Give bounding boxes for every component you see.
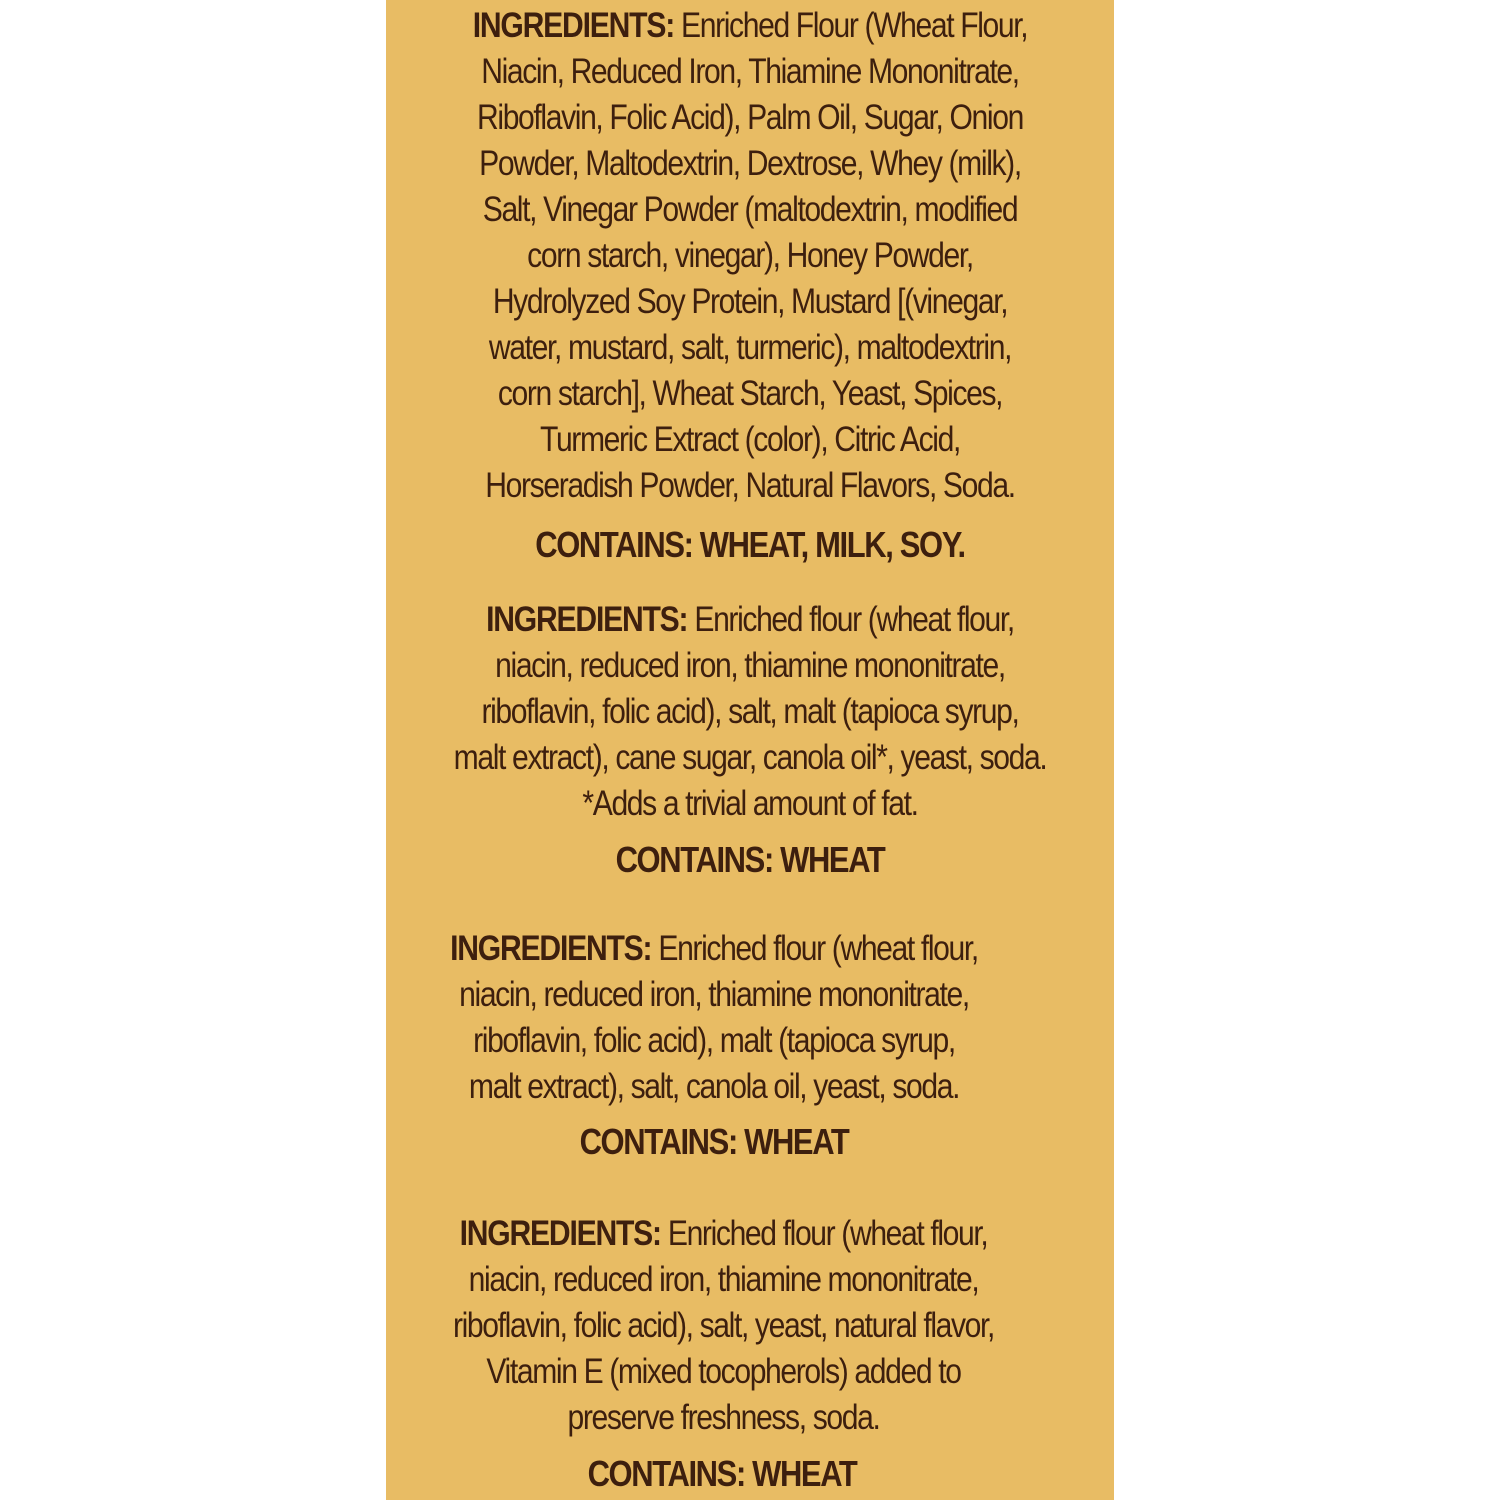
ingredients-text: Enriched Flour (Wheat Flour, xyxy=(681,6,1028,45)
ingredients-line: niacin, reduced iron, thiamine mononitrate, xyxy=(468,1260,979,1299)
ingredients-line: Salt, Vinegar Powder (maltodextrin, modified xyxy=(482,190,1018,229)
ingredients-line: corn starch, vinegar), Honey Powder, xyxy=(527,236,973,275)
ingredients-line: malt extract), cane sugar, canola oil*, yeast, soda. xyxy=(453,738,1047,777)
ingredients-block-3 xyxy=(386,926,1042,1110)
ingredients-line: Turmeric Extract (color), Citric Acid, xyxy=(540,420,960,459)
ingredients-label: INGREDIENTS: xyxy=(459,1214,661,1253)
ingredients-line xyxy=(433,1211,1014,1257)
ingredients-panel xyxy=(386,0,1114,1500)
ingredients-label: INGREDIENTS: xyxy=(486,600,688,639)
ingredients-line: niacin, reduced iron, thiamine mononitrate, xyxy=(459,975,969,1014)
ingredients-line: corn starch], Wheat Starch, Yeast, Spices, xyxy=(497,374,1003,413)
allergen-statement-2: CONTAINS: WHEAT xyxy=(615,839,885,880)
ingredients-line: Horseradish Powder, Natural Flavors, Soda. xyxy=(485,466,1015,505)
ingredients-line: riboflavin, folic acid), salt, malt (tapioca syrup, xyxy=(481,692,1019,731)
ingredients-line: Hydrolyzed Soy Protein, Mustard [(vinegar, xyxy=(492,282,1008,321)
ingredients-line: Powder, Maltodextrin, Dextrose, Whey (milk), xyxy=(479,144,1021,183)
ingredients-label: INGREDIENTS: xyxy=(450,929,652,968)
ingredients-line: Vitamin E (mixed tocopherols) added to xyxy=(486,1352,961,1391)
ingredients-line: Niacin, Reduced Iron, Thiamine Mononitrate, xyxy=(481,52,1019,91)
ingredients-line: water, mustard, salt, turmeric), maltodextrin, xyxy=(488,328,1012,367)
ingredients-line xyxy=(437,3,1063,49)
allergen-statement-1: CONTAINS: WHEAT, MILK, SOY. xyxy=(535,524,965,565)
ingredients-line: malt extract), salt, canola oil, yeast, soda. xyxy=(468,1067,960,1106)
ingredients-line xyxy=(432,926,996,972)
ingredients-label: INGREDIENTS: xyxy=(472,6,675,45)
allergen-statement-3: CONTAINS: WHEAT xyxy=(579,1121,849,1162)
ingredients-block-2 xyxy=(386,597,1114,827)
ingredients-block-4 xyxy=(386,1211,1061,1441)
allergen-statement-4: CONTAINS: WHEAT xyxy=(587,1453,857,1494)
ingredients-line: *Adds a trivial amount of fat. xyxy=(582,784,918,823)
ingredients-line: niacin, reduced iron, thiamine mononitrate, xyxy=(495,646,1005,685)
ingredients-line xyxy=(437,597,1063,643)
ingredients-text: Enriched flour (wheat flour, xyxy=(667,1214,988,1253)
ingredients-text: Enriched flour (wheat flour, xyxy=(694,600,1014,639)
ingredients-text: Enriched flour (wheat flour, xyxy=(658,929,978,968)
ingredients-line: riboflavin, folic acid), malt (tapioca syrup, xyxy=(473,1021,955,1060)
ingredients-line: riboflavin, folic acid), salt, yeast, natural flavor, xyxy=(452,1306,995,1345)
ingredients-block-1 xyxy=(386,3,1114,509)
ingredients-line: preserve freshness, soda. xyxy=(567,1398,880,1437)
ingredients-line: Riboflavin, Folic Acid), Palm Oil, Sugar, Onion xyxy=(477,98,1023,137)
